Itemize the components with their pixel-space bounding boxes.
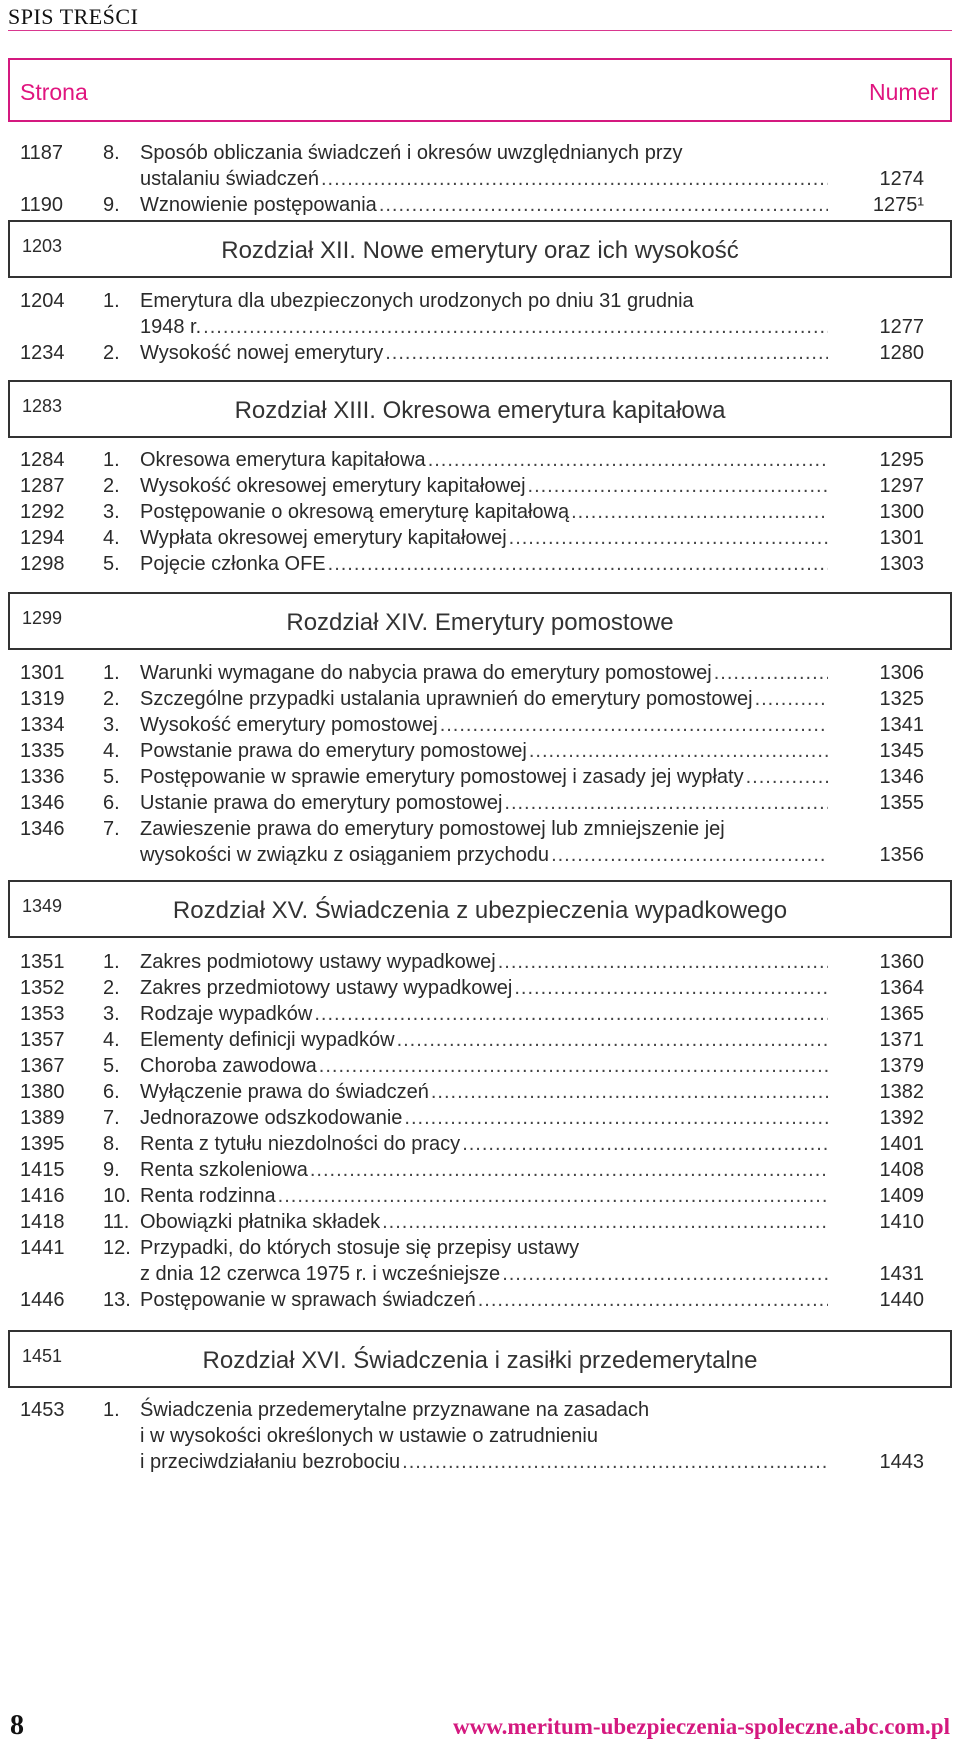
entry-number: 5. xyxy=(103,553,120,575)
entry-title-text: Postępowanie w sprawie emerytury pomostowej i zasady jej wypłaty xyxy=(140,766,744,788)
dot-leader xyxy=(404,1104,828,1132)
entry-title-text: Emerytura dla ubezpieczonych urodzonych po dniu 31 grudnia xyxy=(140,290,694,312)
entry-title-text: Rodzaje wypadków xyxy=(140,1003,313,1025)
dot-leader xyxy=(714,659,828,687)
entry-title xyxy=(140,498,828,526)
entry-number: 9. xyxy=(103,1159,120,1181)
footer-url: www.meritum-ubezpieczenia-spoleczne.abc.com.pl xyxy=(453,1714,950,1739)
entry-number: 5. xyxy=(103,766,120,788)
entry-title xyxy=(140,1234,828,1262)
entry-number: 2. xyxy=(103,688,120,710)
entry-number: 1. xyxy=(103,290,120,312)
chapter-title: Rozdział XII. Nowe emerytury oraz ich wysokość xyxy=(221,237,739,264)
toc-row xyxy=(0,1000,960,1028)
entry-number: 8. xyxy=(103,1133,120,1155)
entry-title xyxy=(140,789,828,817)
entry-title xyxy=(140,472,828,500)
entry-title-text: Zawieszenie prawa do emerytury pomostowej lub zmniejszenie jej xyxy=(140,818,725,840)
dot-leader xyxy=(328,550,828,578)
entry-title-text: Wypłata okresowej emerytury kapitałowej xyxy=(140,527,507,549)
source-page: 1353 xyxy=(20,1003,65,1025)
source-page: 1204 xyxy=(20,290,65,312)
toc-row xyxy=(0,446,960,474)
toc-row xyxy=(0,1182,960,1210)
entry-title-text: Powstanie prawa do emerytury pomostowej xyxy=(140,740,527,762)
dot-leader xyxy=(746,763,828,791)
source-page: 1389 xyxy=(20,1107,65,1129)
entry-title xyxy=(140,191,828,219)
entry-title-text: Renta z tytułu niezdolności do pracy xyxy=(140,1133,461,1155)
entry-title-text: Szczególne przypadki ustalania uprawnień do emerytury pomostowej xyxy=(140,688,753,710)
source-page: 1234 xyxy=(20,342,65,364)
target-number: 1410 xyxy=(879,1211,924,1233)
toc-row xyxy=(0,815,960,843)
target-number: 1355 xyxy=(879,792,924,814)
target-number: 1408 xyxy=(879,1159,924,1181)
entry-title-text: wysokości w związku z osiąganiem przychodu xyxy=(140,844,550,866)
toc-row xyxy=(0,1208,960,1236)
toc-row xyxy=(0,550,960,578)
source-page: 1367 xyxy=(20,1055,65,1077)
dot-leader xyxy=(462,1130,828,1158)
entry-title-text: Postępowanie w sprawach świadczeń xyxy=(140,1289,476,1311)
dot-leader xyxy=(528,472,828,500)
target-number: 1345 xyxy=(879,740,924,762)
entry-title xyxy=(140,313,828,341)
target-number: 1274 xyxy=(879,168,924,190)
toc-row xyxy=(0,1234,960,1262)
entry-title xyxy=(140,1078,828,1106)
entry-title xyxy=(140,139,828,167)
dot-leader xyxy=(379,191,828,219)
entry-title xyxy=(140,446,828,474)
chapter-page: 1283 xyxy=(22,396,63,416)
target-number: 1382 xyxy=(879,1081,924,1103)
entry-title-text: Świadczenia przedemerytalne przyznawane na zasadach xyxy=(140,1399,650,1421)
chapter-heading xyxy=(8,380,952,438)
toc-row xyxy=(0,1260,960,1288)
target-number: 1431 xyxy=(879,1263,924,1285)
toc-row xyxy=(0,472,960,500)
chapter-title: Rozdział XIV. Emerytury pomostowe xyxy=(286,609,674,636)
entry-title xyxy=(140,1026,828,1054)
entry-title-text: Zakres podmiotowy ustawy wypadkowej xyxy=(140,951,496,973)
dot-leader xyxy=(428,446,828,474)
entry-title-text: Wysokość emerytury pomostowej xyxy=(140,714,438,736)
target-number: 1297 xyxy=(879,475,924,497)
entry-title-text: Wysokość nowej emerytury xyxy=(140,342,384,364)
entry-title-text: Choroba zawodowa xyxy=(140,1055,317,1077)
column-header xyxy=(8,58,952,122)
dot-leader xyxy=(402,1448,828,1476)
toc-row xyxy=(0,789,960,817)
entry-title xyxy=(140,685,828,713)
entry-title xyxy=(140,1448,828,1476)
toc-row xyxy=(0,659,960,687)
entry-number: 4. xyxy=(103,1029,120,1051)
entry-title-text: Elementy definicji wypadków xyxy=(140,1029,395,1051)
entry-number: 8. xyxy=(103,142,120,164)
toc-row xyxy=(0,287,960,315)
entry-title xyxy=(140,763,828,791)
toc-row xyxy=(0,524,960,552)
toc-row xyxy=(0,1448,960,1476)
toc-row xyxy=(0,763,960,791)
target-number: 1371 xyxy=(879,1029,924,1051)
entry-title xyxy=(140,841,828,869)
entry-number: 2. xyxy=(103,977,120,999)
chapter-heading xyxy=(8,880,952,938)
entry-title xyxy=(140,1130,828,1158)
header-number-label: Numer xyxy=(868,79,938,105)
entry-title xyxy=(140,1156,828,1184)
target-number: 1356 xyxy=(879,844,924,866)
entry-title-text: 1948 r. xyxy=(140,316,202,338)
source-page: 1287 xyxy=(20,475,65,497)
entry-title-text: Wyłączenie prawa do świadczeń xyxy=(140,1081,429,1103)
toc-row xyxy=(0,165,960,193)
entry-title xyxy=(140,1182,828,1210)
dot-leader xyxy=(319,1052,828,1080)
entry-title xyxy=(140,1000,828,1028)
target-number: 1306 xyxy=(879,662,924,684)
source-page: 1294 xyxy=(20,527,65,549)
source-page: 1319 xyxy=(20,688,65,710)
source-page: 1441 xyxy=(20,1237,65,1259)
dot-leader xyxy=(551,841,828,869)
source-page: 1352 xyxy=(20,977,65,999)
entry-number: 4. xyxy=(103,740,120,762)
chapter-heading xyxy=(8,220,952,278)
source-page: 1298 xyxy=(20,553,65,575)
entry-title-text: Okresowa emerytura kapitałowa xyxy=(140,449,426,471)
dot-leader xyxy=(314,1000,828,1028)
source-page: 1415 xyxy=(20,1159,65,1181)
source-page: 1380 xyxy=(20,1081,65,1103)
entry-title-text: i przeciwdziałaniu bezrobociu xyxy=(140,1451,401,1473)
entry-number: 7. xyxy=(103,1107,120,1129)
toc-row xyxy=(0,1026,960,1054)
source-page: 1351 xyxy=(20,951,65,973)
entry-title xyxy=(140,737,828,765)
source-page: 1334 xyxy=(20,714,65,736)
toc-row xyxy=(0,1130,960,1158)
target-number: 1440 xyxy=(879,1289,924,1311)
target-number: 1280 xyxy=(879,342,924,364)
dot-leader xyxy=(504,789,828,817)
dot-leader xyxy=(203,313,828,341)
dot-leader xyxy=(514,974,828,1002)
entry-title-text: Obowiązki płatnika składek xyxy=(140,1211,381,1233)
target-number: 1300 xyxy=(879,501,924,523)
toc-row xyxy=(0,685,960,713)
target-number: 1364 xyxy=(879,977,924,999)
toc-row xyxy=(0,1422,960,1450)
entry-title-text: Sposób obliczania świadczeń i okresów uwzględnianych przy xyxy=(140,142,683,164)
entry-title xyxy=(140,524,828,552)
entry-number: 12. xyxy=(103,1237,131,1259)
entry-title xyxy=(140,1052,828,1080)
target-number: 1392 xyxy=(879,1107,924,1129)
entry-number: 6. xyxy=(103,792,120,814)
target-number: 1365 xyxy=(879,1003,924,1025)
dot-leader xyxy=(478,1286,828,1314)
toc-row xyxy=(0,948,960,976)
toc-row xyxy=(0,191,960,219)
toc-row xyxy=(0,1078,960,1106)
toc-row xyxy=(0,1286,960,1314)
entry-number: 3. xyxy=(103,714,120,736)
entry-title xyxy=(140,711,828,739)
chapter-title: Rozdział XVI. Świadczenia i zasiłki przedemerytalne xyxy=(202,1347,758,1374)
entry-title xyxy=(140,287,828,315)
dot-leader xyxy=(440,711,828,739)
target-number: 1379 xyxy=(879,1055,924,1077)
target-number: 1277 xyxy=(879,316,924,338)
toc-row xyxy=(0,737,960,765)
chapter-page: 1451 xyxy=(22,1346,63,1366)
entry-number: 5. xyxy=(103,1055,120,1077)
dot-leader xyxy=(385,339,828,367)
source-page: 1446 xyxy=(20,1289,65,1311)
chapter-title: Rozdział XIII. Okresowa emerytura kapitałowa xyxy=(234,397,726,424)
dot-leader xyxy=(321,165,828,193)
entry-title xyxy=(140,815,828,843)
entry-title-text: Wysokość okresowej emerytury kapitałowej xyxy=(140,475,526,497)
entry-number: 11. xyxy=(103,1211,130,1233)
entry-title xyxy=(140,974,828,1002)
entry-number: 6. xyxy=(103,1081,120,1103)
entry-number: 1. xyxy=(103,662,120,684)
chapter-heading xyxy=(8,592,952,650)
chapter-page: 1203 xyxy=(22,236,63,256)
source-page: 1416 xyxy=(20,1185,65,1207)
entry-title-text: Wznowienie postępowania xyxy=(140,194,377,216)
toc-row xyxy=(0,1396,960,1424)
toc-row xyxy=(0,711,960,739)
entry-number: 9. xyxy=(103,194,120,216)
chapter-page: 1299 xyxy=(22,608,63,628)
source-page: 1336 xyxy=(20,766,65,788)
target-number: 1303 xyxy=(879,553,924,575)
dot-leader xyxy=(502,1260,828,1288)
entry-number: 1. xyxy=(103,1399,120,1421)
entry-title-text: Postępowanie o okresową emeryturę kapitałową xyxy=(140,501,570,523)
entry-number: 4. xyxy=(103,527,120,549)
entry-number: 1. xyxy=(103,951,120,973)
entry-title-text: Zakres przedmiotowy ustawy wypadkowej xyxy=(140,977,513,999)
source-page: 1346 xyxy=(20,818,65,840)
toc-row xyxy=(0,974,960,1002)
entry-title xyxy=(140,1260,828,1288)
chapter-title: Rozdział XV. Świadczenia z ubezpieczenia wypadkowego xyxy=(172,897,788,924)
dot-leader xyxy=(755,685,828,713)
source-page: 1395 xyxy=(20,1133,65,1155)
entry-title xyxy=(140,339,828,367)
source-page: 1453 xyxy=(20,1399,65,1421)
target-number: 1409 xyxy=(879,1185,924,1207)
entry-title xyxy=(140,1286,828,1314)
header-page-label: Strona xyxy=(20,79,88,105)
entry-title-text: i w wysokości określonych w ustawie o zatrudnieniu xyxy=(140,1425,598,1447)
dot-leader xyxy=(431,1078,828,1106)
entry-title-text: Przypadki, do których stosuje się przepisy ustawy xyxy=(140,1237,580,1259)
entry-number: 10. xyxy=(103,1185,131,1207)
entry-title-text: Renta rodzinna xyxy=(140,1185,276,1207)
source-page: 1187 xyxy=(20,142,64,164)
entry-title xyxy=(140,165,828,193)
entry-title xyxy=(140,1396,828,1424)
entry-title xyxy=(140,659,828,687)
dot-leader xyxy=(509,524,828,552)
target-number: 1341 xyxy=(879,714,924,736)
toc-row xyxy=(0,498,960,526)
entry-number: 2. xyxy=(103,342,120,364)
source-page: 1190 xyxy=(20,194,64,216)
target-number: 1275¹ xyxy=(872,194,924,216)
toc-row xyxy=(0,139,960,167)
target-number: 1346 xyxy=(879,766,924,788)
entry-title-text: ustalaniu świadczeń xyxy=(140,168,319,190)
entry-number: 7. xyxy=(103,818,120,840)
entry-title xyxy=(140,1208,828,1236)
entry-title xyxy=(140,948,828,976)
entry-title-text: Jednorazowe odszkodowanie xyxy=(140,1107,403,1129)
source-page: 1346 xyxy=(20,792,65,814)
running-head: SPIS TREŚCI xyxy=(8,4,139,29)
toc-row xyxy=(0,1104,960,1132)
entry-number: 13. xyxy=(103,1289,131,1311)
dot-leader xyxy=(310,1156,828,1184)
source-page: 1418 xyxy=(20,1211,65,1233)
dot-leader xyxy=(382,1208,828,1236)
entry-title-text: Pojęcie członka OFE xyxy=(140,553,326,575)
entry-title-text: z dnia 12 czerwca 1975 r. i wcześniejsze xyxy=(140,1263,501,1285)
toc-row xyxy=(0,1052,960,1080)
toc-row xyxy=(0,339,960,367)
entry-title xyxy=(140,1104,828,1132)
target-number: 1325 xyxy=(879,688,924,710)
dot-leader xyxy=(397,1026,828,1054)
entry-title-text: Ustanie prawa do emerytury pomostowej xyxy=(140,792,503,814)
entry-number: 3. xyxy=(103,501,120,523)
target-number: 1401 xyxy=(879,1133,924,1155)
target-number: 1301 xyxy=(879,527,924,549)
page-number: 8 xyxy=(10,1710,24,1741)
chapter-page: 1349 xyxy=(22,896,63,916)
entry-title xyxy=(140,1422,828,1450)
source-page: 1292 xyxy=(20,501,65,523)
source-page: 1284 xyxy=(20,449,65,471)
entry-number: 1. xyxy=(103,449,120,471)
entry-number: 3. xyxy=(103,1003,120,1025)
entry-number: 2. xyxy=(103,475,120,497)
entry-title xyxy=(140,550,828,578)
chapter-heading xyxy=(8,1330,952,1388)
source-page: 1335 xyxy=(20,740,65,762)
target-number: 1443 xyxy=(879,1451,924,1473)
toc-row xyxy=(0,1156,960,1184)
source-page: 1301 xyxy=(20,662,65,684)
toc-row xyxy=(0,313,960,341)
toc-row xyxy=(0,841,960,869)
entry-title-text: Warunki wymagane do nabycia prawa do emerytury pomostowej xyxy=(140,662,712,684)
dot-leader xyxy=(571,498,828,526)
target-number: 1295 xyxy=(879,449,924,471)
dot-leader xyxy=(529,737,828,765)
dot-leader xyxy=(278,1182,828,1210)
top-divider xyxy=(8,30,952,31)
entry-title-text: Renta szkoleniowa xyxy=(140,1159,308,1181)
target-number: 1360 xyxy=(879,951,924,973)
source-page: 1357 xyxy=(20,1029,65,1051)
dot-leader xyxy=(498,948,828,976)
